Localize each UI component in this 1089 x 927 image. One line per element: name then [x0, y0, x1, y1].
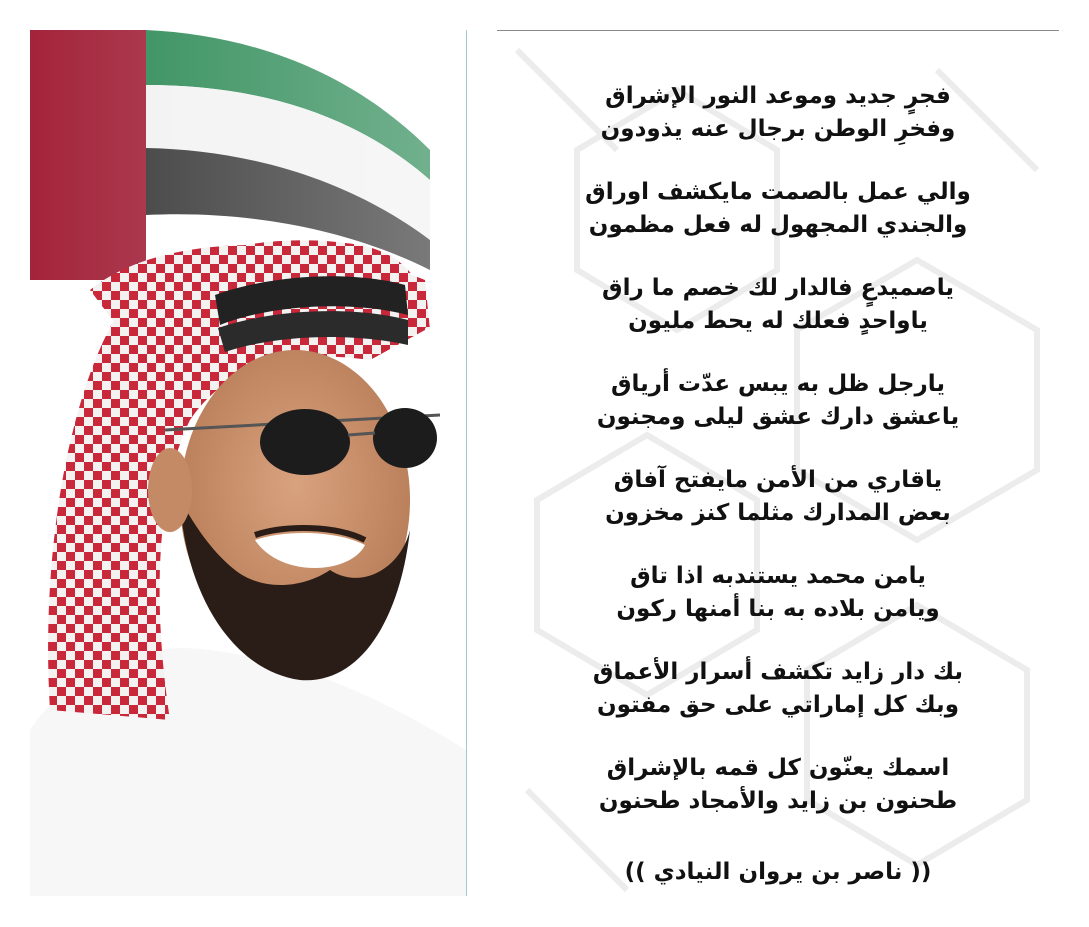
poem-line: ياصميدعٍ فالدار لك خصم ما راق [602, 275, 954, 301]
poem-line: ياواحدٍ فعلك له يحط مليون [628, 308, 928, 334]
stanza [497, 176, 1059, 242]
stanza [497, 368, 1059, 434]
poem-line: ويامن بلاده به بنا أمنها ركون [616, 596, 940, 622]
poem-line: والي عمل بالصمت مايكشف اوراق [585, 179, 971, 205]
poem-line: ياعشق دارك عشق ليلى ومجنون [596, 404, 960, 430]
poem-panel [497, 30, 1059, 896]
vertical-divider [466, 30, 467, 896]
uae-flag [30, 30, 466, 280]
stanza [497, 752, 1059, 818]
poem-line: بك دار زايد تكشف أسرار الأعماق [592, 659, 964, 685]
stanza [497, 656, 1059, 722]
stanza [497, 272, 1059, 338]
poem-line: يامن محمد يستندبه اذا تاق [630, 563, 926, 589]
portrait-panel [30, 30, 466, 896]
poem [497, 80, 1059, 848]
poem-line: ياقاري من الأمن مايفتح آفاق [613, 467, 943, 493]
poem-line: طحنون بن زايد والأمجاد طحنون [598, 788, 958, 814]
poem-line: وفخرِ الوطن برجال عنه يذودون [600, 116, 956, 142]
poem-line: فجرٍ جديد وموعد النور الإشراق [605, 83, 951, 109]
poem-line: اسمك يعنّون كل قمه بالإشراق [606, 755, 950, 781]
poet-signature: (( ناصر بن يروان النيادي )) [624, 859, 932, 885]
poem-line: والجندي المجهول له فعل مظمون [588, 212, 968, 238]
stanza [497, 464, 1059, 530]
stanza [497, 80, 1059, 146]
stanza [497, 560, 1059, 626]
face [180, 350, 410, 680]
poem-line: يارجل ظل به يبس عدّت أرياق [610, 371, 946, 397]
portrait-image [30, 30, 466, 896]
poem-line: وبك كل إماراتي على حق مفتون [597, 692, 959, 718]
poem-line: بعض المدارك مثلما كنز مخزون [605, 500, 951, 526]
